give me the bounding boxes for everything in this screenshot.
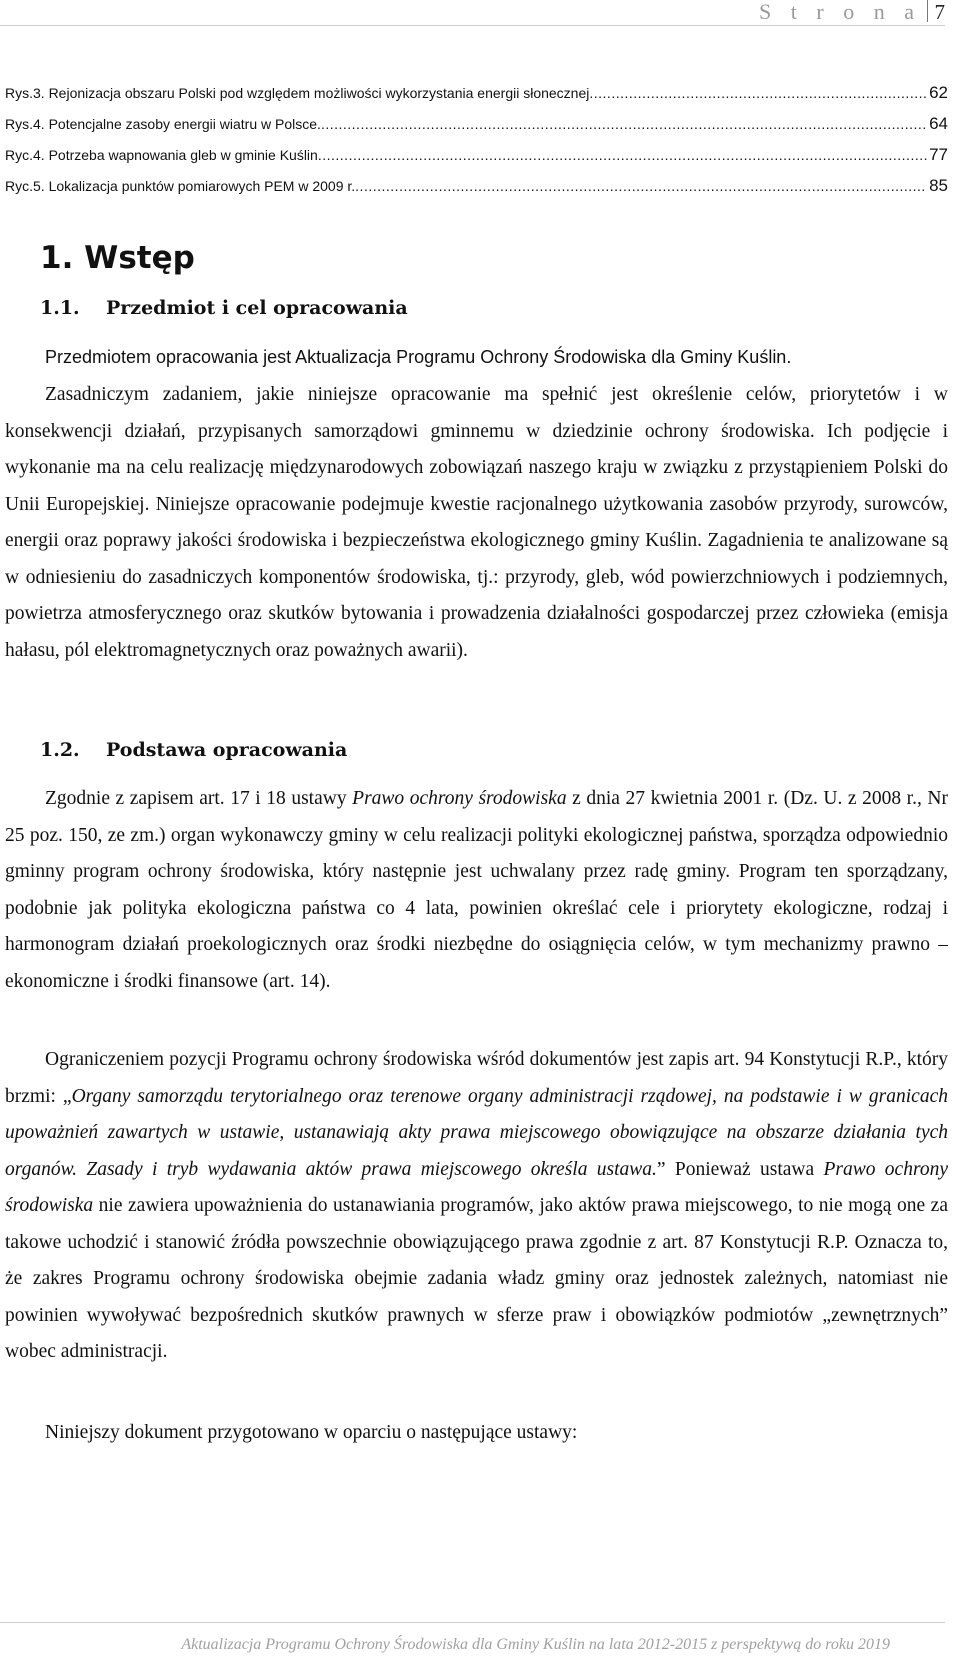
section-heading <box>40 738 347 762</box>
section-title: Podstawa opracowania <box>106 739 348 761</box>
page-label: S t r o n a <box>759 0 921 24</box>
paragraph-constitution: Ograniczeniem pozycji Programu ochrony środowiska wśród dokumentów jest zapis art. 94 Konstytucji R.P., który brzmi: „Organy samorządu terytorialnego oraz terenowe organy administracji rządowej, na podstawie i w granicach upoważnień zawartych w ustawie, ustanawiają akty prawa miejscowego obowiązujące na obszarze działania tych organów. Zasady i tryb wydawania aktów prawa miejscowego określa ustawa.” Ponieważ ustawa Prawo ochrony środowiska nie zawiera upoważnienia do ustanawiania programów, jako aktów prawa miejscowego, to nie mogą one za takowe uchodzić i stanowić źródła powszechnie obowiązującego prawa zgodnie z art. 87 Konstytucji R.P. Oznacza to, że zakres Programu ochrony środowiska obejmie zadania władz gminy oraz jednostek zależnych, natomiast nie powinien wywoływać bezpośrednich skutków prawnych w sferze praw i obowiązków podmiotów „zewnętrznych” wobec administracji. <box>5 1049 948 1362</box>
toc-entry[interactable] <box>5 145 948 176</box>
toc-leader <box>355 178 927 194</box>
section-heading <box>40 296 408 320</box>
toc-entry[interactable] <box>5 114 948 145</box>
toc-entry-page: 64 <box>929 114 948 133</box>
table-of-figures <box>5 83 948 207</box>
toc-leader <box>321 116 927 132</box>
section-number: 1.1. <box>40 297 80 319</box>
page-footer: Aktualizacja Programu Ochrony Środowiska dla Gminy Kuślin na lata 2012-2015 z perspektywą do roku 2019 <box>181 1636 890 1653</box>
toc-leader <box>589 85 927 101</box>
toc-entry-title: Ryc.5. Lokalizacja punktów pomiarowych PEM w 2009 r. <box>5 178 356 194</box>
page-header <box>0 0 945 26</box>
paragraph-lead: Przedmiotem opracowania jest Aktualizacja Programu Ochrony Środowiska dla Gminy Kuślin. <box>45 347 792 367</box>
toc-entry[interactable] <box>5 83 948 114</box>
toc-entry-title: Rys.4. Potencjalne zasoby energii wiatru w Polsce. <box>5 116 321 132</box>
paragraph-purpose: Zasadniczym zadaniem, jakie niniejsze opracowanie ma spełnić jest określenie celów, priorytetów i w konsekwencji działań, przypisanych samorządowi gminnemu w dziedzinie ochrony środowiska. Ich podjęcie i wykonanie ma na celu realizację międzynarodowych zobowiązań naszego kraju w związku z przystąpieniem Polski do Unii Europejskiej. Niniejsze opracowanie podejmuje kwestie racjonalnego użytkowania zasobów przyrody, surowców, energii oraz poprawy jakości środowiska i bezpieczeństwa ekologicznego gminy Kuślin. Zagadnienia te analizowane są w odniesieniu do zasadniczych komponentów środowiska, tj.: przyrody, gleb, wód powierzchniowych i podziemnych, powietrza atmosferycznego oraz skutków bytowania i prowadzenia działalności gospodarczej przez człowieka (emisja hałasu, pól elektromagnetycznych oraz poważnych awarii). <box>5 384 948 661</box>
toc-entry-page: 77 <box>929 145 948 164</box>
toc-leader <box>318 147 927 163</box>
paragraph-acts-intro: Niniejszy dokument przygotowano w oparciu o następujące ustawy: <box>45 1422 578 1443</box>
paragraph-legal-basis: Zgodnie z zapisem art. 17 i 18 ustawy Prawo ochrony środowiska z dnia 27 kwietnia 2001 r. (Dz. U. z 2008 r., Nr 25 poz. 150, ze zm.) organ wykonawczy gminy w celu realizacji polityki ekologicznej państwa, sporządza odpowiednio gminny program ochrony środowiska, który następnie jest uchwalany przez radę gminy. Program ten sporządzany, podobnie jak polityka ekologiczna państwa co 4 lata, powinien określać cele i priorytety ekologiczne, rodzaj i harmonogram działań proekologicznych oraz środki niezbędne do osiągnięcia celów, w tym mechanizmy prawno – ekonomiczne i środki finansowe (art. 14). <box>5 788 948 992</box>
toc-entry-title: Rys.3. Rejonizacja obszaru Polski pod względem możliwości wykorzystania energii słonecznej <box>5 85 590 101</box>
toc-entry[interactable] <box>5 176 948 207</box>
section-title: Przedmiot i cel opracowania <box>106 297 408 319</box>
section-number: 1.2. <box>40 739 80 761</box>
toc-entry-page: 85 <box>929 176 948 195</box>
header-separator <box>927 0 928 22</box>
toc-entry-page: 62 <box>929 83 948 102</box>
footer-divider <box>0 1622 945 1623</box>
chapter-heading: 1. Wstęp <box>40 240 195 276</box>
toc-entry-title: Ryc.4. Potrzeba wapnowania gleb w gminie Kuślin <box>5 147 318 163</box>
page-number: 7 <box>934 0 945 24</box>
